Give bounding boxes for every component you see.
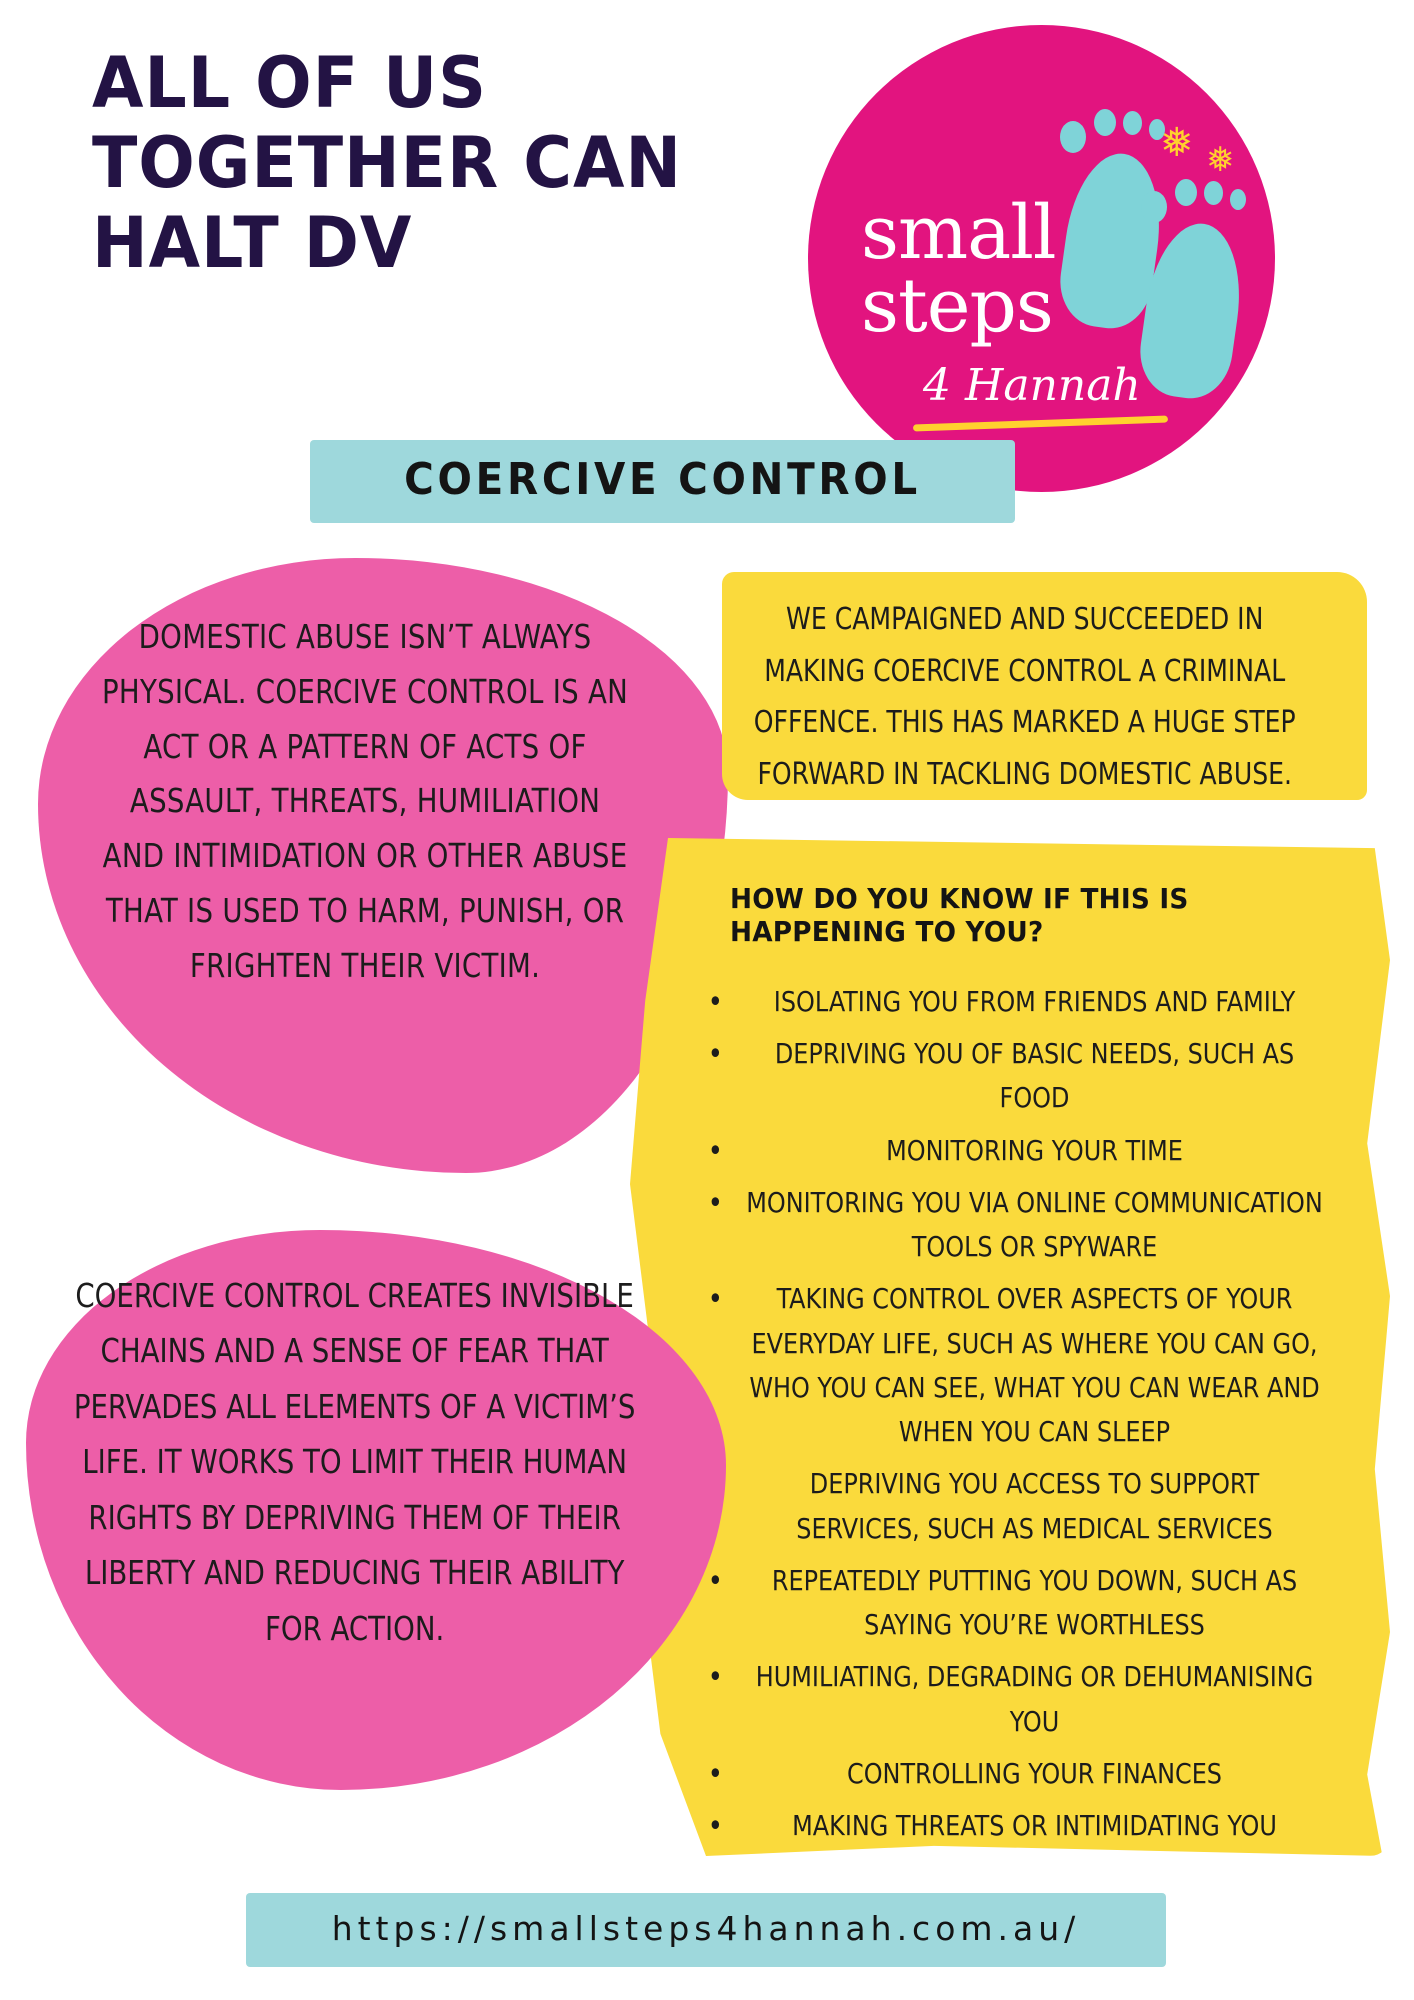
bullet-icon: •	[707, 985, 723, 1020]
list-item-label: MONITORING YOUR TIME	[886, 1133, 1183, 1167]
list-item	[707, 1032, 1329, 1120]
list-item-label: MONITORING YOU VIA ONLINE COMMUNICATION TOOLS OR SPYWARE	[746, 1185, 1323, 1264]
list-item	[707, 980, 1329, 1024]
bullet-icon: •	[707, 1282, 723, 1318]
list-item-label: DEPRIVING YOU OF BASIC NEEDS, SUCH AS FOOD	[774, 1037, 1295, 1115]
logo-word-small: small	[861, 190, 1056, 276]
headline-line-3: HALT DV	[92, 201, 413, 284]
list-item	[707, 1181, 1329, 1269]
list-item	[707, 1655, 1329, 1743]
list-item-label: MAKING THREATS OR INTIMIDATING YOU	[792, 1808, 1277, 1842]
butterfly-icon: ❅	[1206, 141, 1235, 179]
list-item	[740, 1462, 1329, 1550]
toe-icon	[1060, 121, 1086, 153]
logo-underline	[913, 416, 1168, 432]
bullet-icon: •	[707, 1756, 723, 1792]
bullet-icon: •	[707, 1037, 723, 1073]
list-item	[707, 1752, 1329, 1796]
warning-signs-list	[707, 980, 1329, 1856]
section-banner-label: COERCIVE CONTROL	[404, 454, 921, 505]
logo-wordmark	[861, 190, 1056, 349]
list-item-label: DEPRIVING YOU ACCESS TO SUPPORT SERVICES, SUCH AS MEDICAL SERVICES	[796, 1467, 1273, 1545]
definition-callout-text: DOMESTIC ABUSE ISN’T ALWAYS PHYSICAL. COERCIVE CONTROL IS AN ACT OR A PATTERN OF ACTS OF ASSAULT, THREATS, HUMILIATION AND INTIMIDATION OR OTHER ABUSE THAT IS USED TO HARM, PUNISH, OR FRIGHTEN THEIR VICTIM.	[101, 617, 629, 985]
list-item-label: REPEATEDLY PUTTING YOU DOWN, SUCH AS SAYING YOU’RE WORTHLESS	[771, 1563, 1298, 1642]
definition-callout	[38, 558, 728, 1173]
list-item-label: TAKING CONTROL OVER ASPECTS OF YOUR EVERYDAY LIFE, SUCH AS WHERE YOU CAN GO, WHO YOU CAN SEE, WHAT YOU CAN WEAR AND WHEN YOU CAN SLEEP	[749, 1282, 1320, 1449]
bullet-icon: •	[707, 1660, 723, 1696]
toe-icon	[1141, 191, 1167, 223]
list-item-label: CONTROLLING YOUR FINANCES	[846, 1756, 1223, 1790]
section-banner-coercive-control	[310, 440, 1015, 523]
toe-icon	[1094, 109, 1116, 136]
headline-line-2: TOGETHER CAN	[92, 121, 683, 204]
bullet-icon: •	[707, 1808, 723, 1844]
campaign-callout-text: WE CAMPAIGNED AND SUCCEEDED IN MAKING COERCIVE CONTROL A CRIMINAL OFFENCE. THIS HAS MARKED A HUGE STEP FORWARD IN TACKLING DOMESTIC ABUSE.	[753, 602, 1296, 792]
impact-callout	[26, 1230, 726, 1790]
toe-icon	[1204, 181, 1223, 205]
website-banner[interactable]	[246, 1893, 1166, 1967]
list-item	[707, 1129, 1329, 1173]
campaign-callout	[722, 572, 1367, 800]
website-url-link[interactable]: https://smallsteps4hannah.com.au/	[331, 1909, 1081, 1948]
list-item	[707, 1277, 1329, 1454]
list-item	[707, 1804, 1329, 1848]
list-item-label: ISOLATING YOU FROM FRIENDS AND FAMILY	[773, 985, 1296, 1018]
headline-line-1: ALL OF US	[92, 42, 487, 124]
logo-word-steps: steps	[861, 262, 1053, 349]
logo-script-text: 4 Hannah	[923, 360, 1141, 411]
bullet-icon: •	[707, 1185, 723, 1221]
butterfly-icon: ❅	[1160, 121, 1194, 165]
toe-icon	[1123, 111, 1142, 135]
toe-icon	[1175, 179, 1197, 206]
list-item	[707, 1559, 1329, 1647]
impact-callout-text: COERCIVE CONTROL CREATES INVISIBLE CHAINS AND A SENSE OF FEAR THAT PERVADES ALL ELEMENTS OF A VICTIM’S LIFE. IT WORKS TO LIMIT THEIR HUMAN RIGHTS BY DEPRIVING THEM OF THEIR LIBERTY AND REDUCING THEIR ABILITY FOR ACTION.	[73, 1276, 636, 1648]
list-item-label: HUMILIATING, DEGRADING OR DEHUMANISING YOU	[755, 1660, 1314, 1738]
bullet-icon: •	[707, 1563, 723, 1599]
logo	[808, 25, 1275, 492]
page-title	[92, 44, 719, 283]
toe-icon	[1230, 189, 1246, 210]
bullet-icon: •	[707, 1133, 723, 1169]
warning-signs-heading: HOW DO YOU KNOW IF THIS IS HAPPENING TO YOU?	[730, 882, 1189, 948]
